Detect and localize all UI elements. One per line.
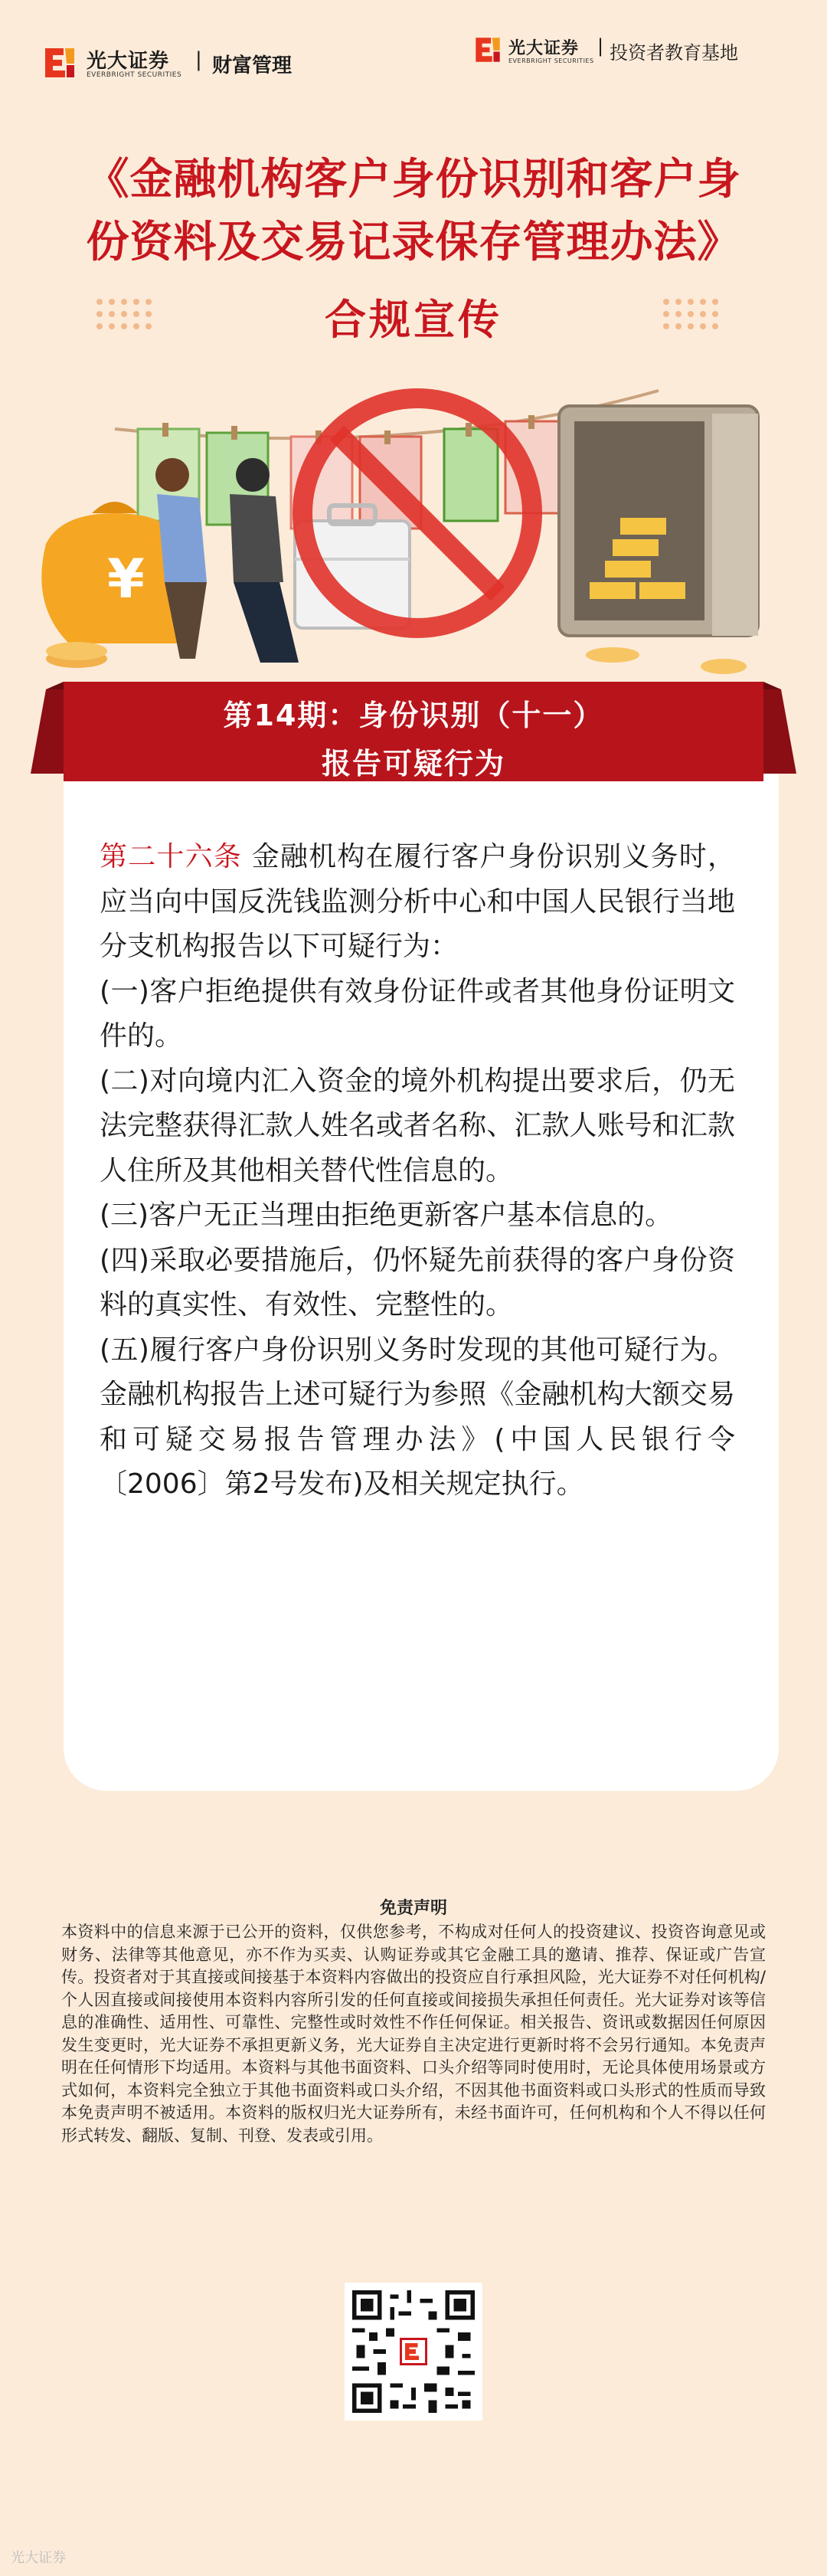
disclaimer-body: 本资料中的信息来源于已公开的资料，仅供您参考，不构成对任何人的投资建议、投资咨询意见或财务、法律等其他意见，亦不作为买卖、认购证券或其它金融工具的邀请、推荐、保证或广告宣传。投资者对于其直接或间接基于本资料内容做出的投资应自行承担风险，光大证券不对任何机构/个人因直接或间接使用本资料内容所引发的任何直接或间接损失承担任何责任。光大证券对该等信息的准确性、适用性、可靠性、完整性或时效性不作任何保证。相关报告、资讯或数据因任何原因发生变更时，光大证券不承担更新义务，光大证券自主决定进行更新时将不会另行通知。本免责声明在任何情形下均适用。本资料与其他书面资料、口头介绍等同时使用时，无论具体使用场景或方式如何，本资料完全独立于其他书面资料或口头介绍，不因其他书面资料或口头形式的性质而导致本免责声明不被适用。本资料的版权归光大证券所有，未经书面许可，任何机构和个人不得以任何形式转发、翻版、复制、刊登、发表或引用。 — [61, 1923, 766, 2145]
qr-code-icon — [352, 2290, 475, 2413]
article-item: (五)履行客户身份识别义务时发现的其他可疑行为。金融机构报告上述可疑行为参照《金融机构大额交易和可疑交易报告管理办法》(中国人民银行令〔2006〕第2号发布)及相关规定执行。 — [100, 1334, 735, 1500]
brand-subtitle: 投资者教育基地 — [610, 42, 738, 64]
article-body — [100, 835, 735, 1507]
everbright-logo-icon — [42, 45, 77, 80]
brand-separator: | — [597, 35, 604, 57]
article-intro — [100, 835, 735, 970]
qr-code-container — [345, 2283, 482, 2421]
article-item: (二)对向境内汇入资金的境外机构提出要求后，仍无法完整获得汇款人姓名或者名称、汇款人账号和汇款人住所及其他相关替代性信息的。 — [100, 1065, 735, 1187]
page-subtitle: 合规宣传 — [325, 296, 502, 344]
article-number: 第二十六条 — [100, 841, 243, 872]
article-item: (三)客户无正当理由拒绝更新客户基本信息的。 — [100, 1200, 673, 1231]
brand-name: 光大证券 — [87, 50, 170, 73]
page-title-line-2: 份资料及交易记录保存管理办法》 — [86, 218, 741, 267]
brand-subtitle: 财富管理 — [212, 54, 293, 77]
brand-separator: | — [195, 48, 202, 71]
brand-name: 光大证券 — [508, 39, 580, 58]
svg-text:¥: ¥ — [107, 548, 145, 610]
brand-name-en: EVERBRIGHT SECURITIES — [87, 71, 182, 79]
everbright-logo-icon — [473, 35, 502, 64]
header-left-brand — [42, 42, 333, 88]
page-title-line-1: 《金融机构客户身份识别和客户身 — [86, 155, 741, 205]
article-item: (一)客户拒绝提供有效身份证件或者其他身份证明文件的。 — [100, 975, 735, 1052]
episode-title-line-1: 第14期：身份识别（十一） — [223, 699, 604, 732]
article-item: (四)采取必要措施后，仍怀疑先前获得的客户身份资料的真实性、有效性、完整性的。 — [100, 1244, 735, 1321]
brand-name-en: EVERBRIGHT SECURITIES — [508, 57, 594, 64]
disclaimer-title: 免责声明 — [379, 1899, 447, 1918]
watermark: 光大证券 — [11, 2550, 66, 2566]
episode-title-line-2: 报告可疑行为 — [321, 747, 505, 781]
article-intro-text: 金融机构在履行客户身份识别义务时，应当向中国反洗钱监测分析中心和中国人民银行当地分支机构报告以下可疑行为： — [100, 841, 735, 962]
header-right-brand — [473, 32, 795, 78]
no-cash-transfer-illustration — [0, 360, 827, 689]
